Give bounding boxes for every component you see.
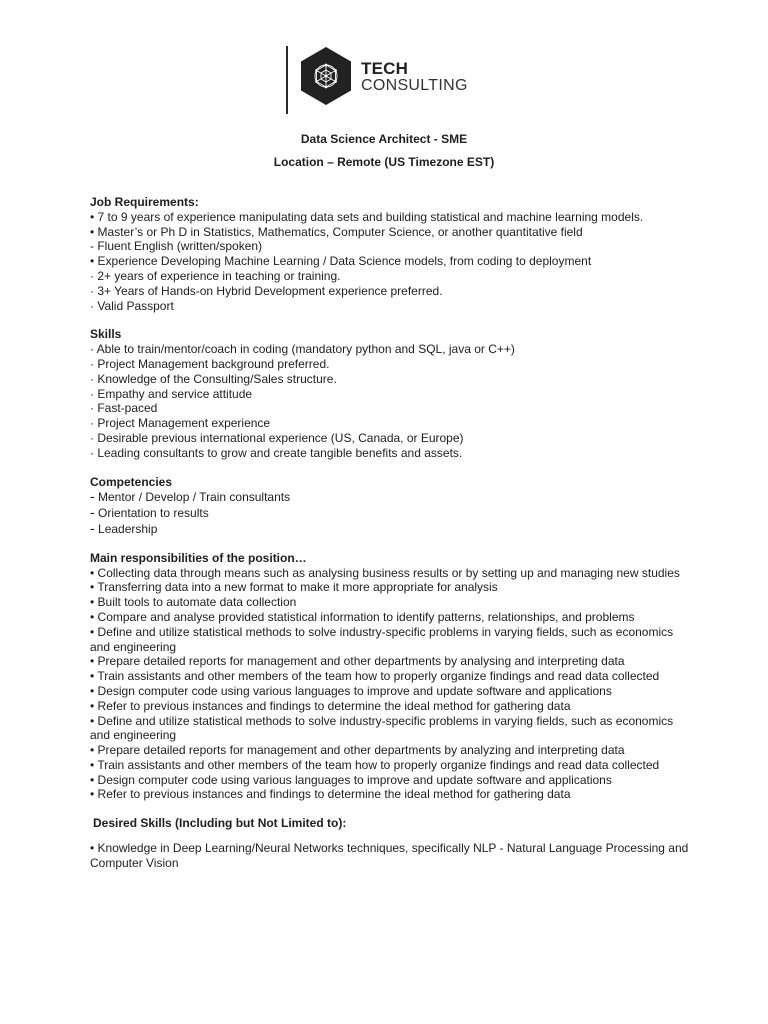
responsibility-item: • Define and utilize statistical methods to solve industry-specific problems in varying fields, such as economics and engineering xyxy=(90,713,674,743)
responsibility-item: • Design computer code using various languages to improve and update software and applications xyxy=(90,772,612,787)
skills-title: Skills xyxy=(90,327,122,342)
logo-text-tech: TECH xyxy=(361,59,409,78)
desired-skill-item: • Knowledge in Deep Learning/Neural Networks techniques, specifically NLP - Natural Language Processing and Computer Vision xyxy=(90,841,689,870)
logo-text-consulting: CONSULTING xyxy=(361,77,468,94)
responsibility-item: • Prepare detailed reports for management and other departments by analyzing and interpreting data xyxy=(90,743,625,758)
competencies-title: Competencies xyxy=(90,474,173,489)
dash-bullet: - xyxy=(90,519,95,536)
responsibility-item: • Refer to previous instances and findings to determine the ideal method for gathering data xyxy=(90,698,571,713)
dash-bullet: - xyxy=(90,488,95,505)
spacer xyxy=(90,461,690,475)
spacer xyxy=(90,313,690,327)
skill-item: · Knowledge of the Consulting/Sales structure. xyxy=(90,371,337,386)
requirements-title: Job Requirements: xyxy=(90,195,199,209)
responsibility-item: • Train assistants and other members of the team how to properly organize findings and read data collected xyxy=(90,669,660,684)
responsibility-item: • Train assistants and other members of the team how to properly organize findings and read data collected xyxy=(90,757,660,772)
skill-item: · Project Management background preferred. xyxy=(90,356,330,371)
logo-wordmark xyxy=(361,60,468,94)
skill-item: · Able to train/mentor/coach in coding (mandatory python and SQL, java or C++) xyxy=(90,342,515,357)
job-location: Location – Remote (US Timezone EST) xyxy=(273,155,495,169)
tech-consulting-logo-icon xyxy=(300,46,352,106)
skills-section xyxy=(90,327,690,460)
dash-bullet: - xyxy=(90,504,95,521)
competency-item xyxy=(90,489,690,505)
responsibility-item: • Transferring data into a new format to make it more appropriate for analysis xyxy=(90,580,498,595)
requirement-item: - Fluent English (written/spoken) xyxy=(90,239,263,254)
responsibility-item: • Design computer code using various languages to improve and update software and applications xyxy=(90,683,612,698)
responsibility-item: • Prepare detailed reports for management and other departments by analysing and interpreting data xyxy=(90,654,625,669)
requirement-item: · 2+ years of experience in teaching or training. xyxy=(90,268,341,283)
responsibility-item: • Define and utilize statistical methods to solve industry-specific problems in varying fields, such as economics and engineering xyxy=(90,624,674,654)
responsibilities-title: Main responsibilities of the position… xyxy=(90,550,307,565)
spacer xyxy=(90,537,690,551)
competencies-section xyxy=(90,475,690,537)
responsibilities-section xyxy=(90,551,690,803)
responsibility-item: • Compare and analyse provided statistical information to identify patterns, relationships, and problems xyxy=(90,609,635,624)
skill-item: · Leading consultants to grow and create tangible benefits and assets. xyxy=(90,445,463,460)
competency-text: Orientation to results xyxy=(98,506,209,521)
desired-skills-section xyxy=(90,816,690,870)
skill-item: · Empathy and service attitude xyxy=(90,386,253,401)
spacer xyxy=(90,831,690,841)
responsibility-item: • Refer to previous instances and findings to determine the ideal method for gathering data xyxy=(90,787,571,802)
requirement-item: · Valid Passport xyxy=(90,298,174,313)
competency-item xyxy=(90,521,690,537)
responsibility-item: • Collecting data through means such as analysing business results or by setting up and managing new studies xyxy=(90,565,680,580)
requirement-item: • 7 to 9 years of experience manipulating data sets and building statistical and machine learning models. xyxy=(90,209,644,224)
document-body xyxy=(90,195,690,871)
skill-item: · Fast-paced xyxy=(90,401,158,416)
responsibility-item: • Built tools to automate data collection xyxy=(90,595,297,610)
desired-skills-title: Desired Skills (Including but Not Limited to): xyxy=(93,816,347,831)
competency-text: Leadership xyxy=(98,521,158,536)
requirement-item: • Experience Developing Machine Learning / Data Science models, from coding to deployment xyxy=(90,254,592,269)
skill-item: · Desirable previous international experience (US, Canada, or Europe) xyxy=(90,430,464,445)
requirement-item: • Master’s or Ph D in Statistics, Mathematics, Computer Science, or another quantitative field xyxy=(90,224,583,239)
competency-item xyxy=(90,505,690,521)
job-title: Data Science Architect - SME xyxy=(300,132,468,146)
spacer xyxy=(90,802,690,816)
requirement-item: · 3+ Years of Hands-on Hybrid Development experience preferred. xyxy=(90,283,443,298)
competency-text: Mentor / Develop / Train consultants xyxy=(98,490,291,505)
skill-item: · Project Management experience xyxy=(90,416,271,431)
logo-divider xyxy=(286,46,288,114)
requirements-section xyxy=(90,195,690,313)
